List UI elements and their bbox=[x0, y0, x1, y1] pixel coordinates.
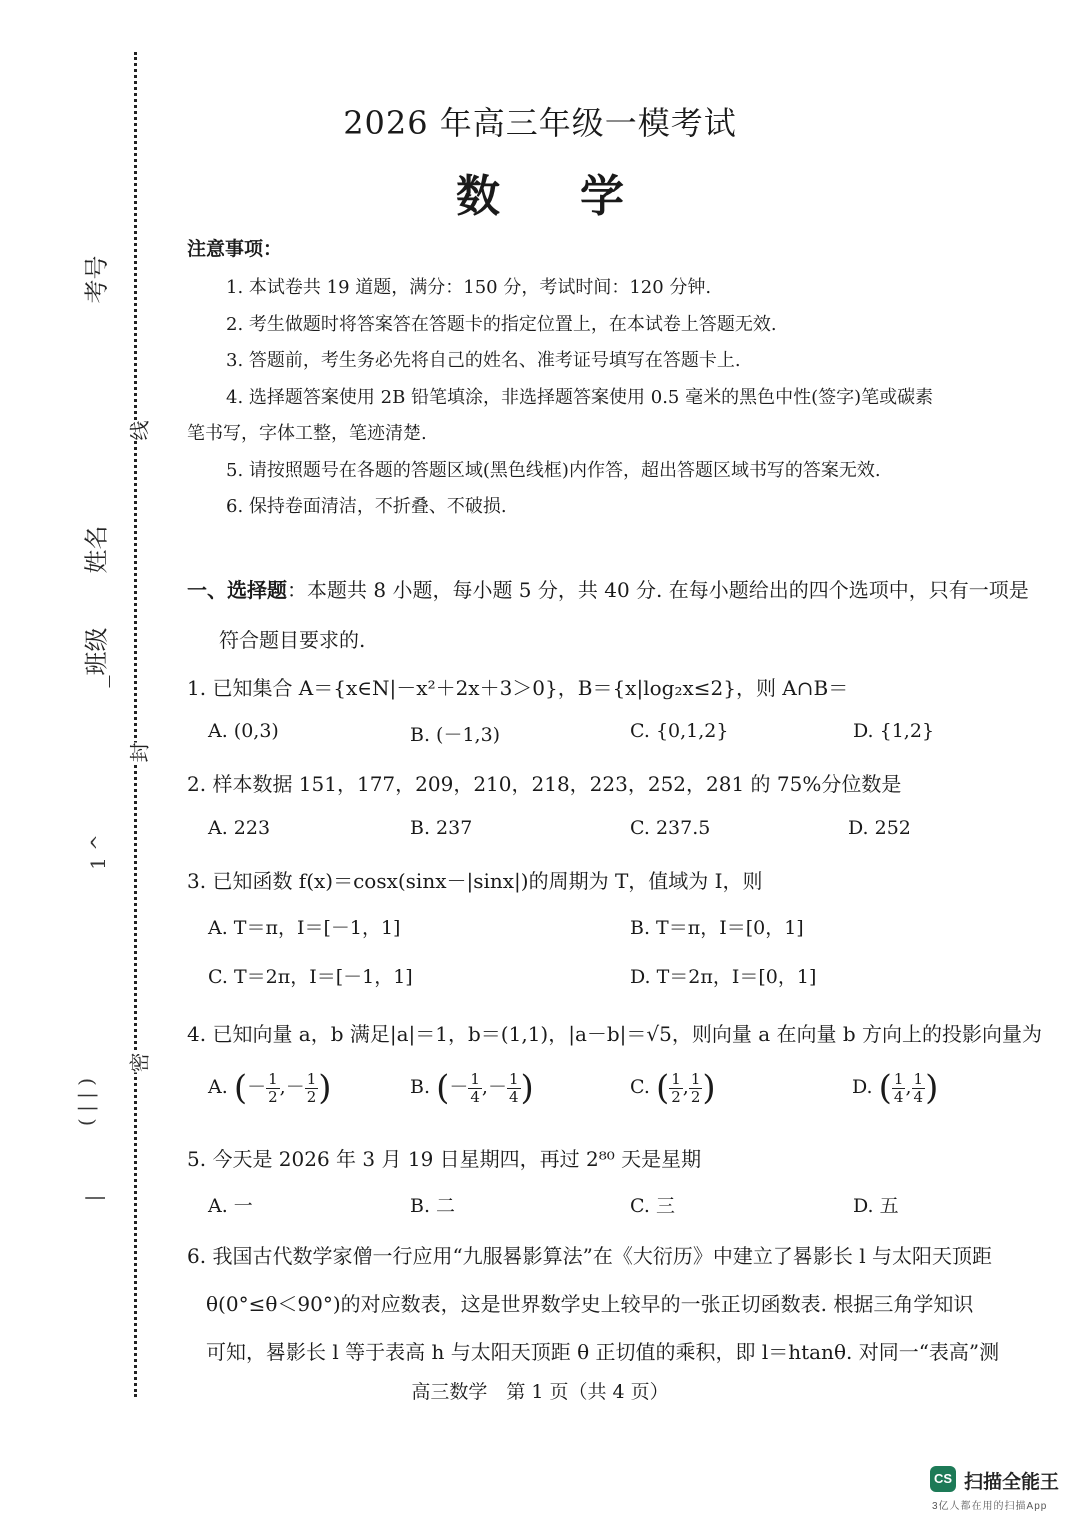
option-d: D. 252 bbox=[848, 817, 911, 839]
notice-heading: 注意事项： bbox=[187, 238, 283, 260]
option-b: B. 二 bbox=[410, 1195, 456, 1217]
fraction: $\frac{1}{2}$ bbox=[671, 1069, 681, 1106]
option-b: B. 237 bbox=[410, 817, 473, 839]
question-stem: 1. 已知集合 A＝{x∈N|－x²＋2x＋3＞0}，B＝{x|log₂x≤2}，则 A∩B＝ bbox=[187, 676, 849, 700]
option-b: B. (－ $\frac{1}{4}$ ,－ $\frac{1}{4}$ ) bbox=[410, 1068, 534, 1108]
fraction: $\frac{1}{4}$ bbox=[913, 1069, 924, 1106]
fraction: $\frac{1}{4}$ bbox=[508, 1069, 519, 1106]
fraction: $\frac{1}{2}$ bbox=[306, 1069, 317, 1106]
subject-char: 学 bbox=[580, 171, 624, 222]
option-d: D. ( $\frac{1}{4}$ , $\frac{1}{4}$ ) bbox=[852, 1068, 939, 1108]
question-stem: 2. 样本数据 151，177，209，210，218，223，252，281 的 75%分位数是 bbox=[187, 772, 902, 796]
seal-char-secret: 密 bbox=[120, 1053, 157, 1073]
question-stem-continued: 可知，晷影长 l 等于表高 h 与太阳天顶距 θ 正切值的乘积，即 l＝htanθ. 对同一“表高”测 bbox=[206, 1340, 1000, 1364]
subject-title bbox=[0, 160, 1080, 224]
section-desc: ：本题共 8 小题，每小题 5 分，共 40 分. 在每小题给出的四个选项中，只有一项是 bbox=[287, 578, 1029, 602]
option-c: C. 237.5 bbox=[630, 817, 711, 839]
notice-item-continued: 笔书写，字体工整，笔迹清楚. bbox=[187, 423, 427, 444]
option-a: A. (－ $\frac{1}{2}$ ,－ $\frac{1}{2}$ ) bbox=[208, 1068, 332, 1108]
watermark-tagline: 3亿人都在用的扫描App bbox=[932, 1501, 1048, 1512]
option-c: C. {0,1,2} bbox=[630, 720, 729, 742]
fraction: $\frac{1}{4}$ bbox=[470, 1069, 480, 1106]
fraction: $\frac{1}{2}$ bbox=[268, 1069, 278, 1106]
fraction: $\frac{1}{2}$ bbox=[690, 1069, 701, 1106]
notice-item: 4. 选择题答案使用 2B 铅笔填涂，非选择题答案使用 0.5 毫米的黑色中性(签字)笔或碳素 bbox=[226, 387, 934, 408]
margin-mark: ( | | ) bbox=[74, 1077, 99, 1127]
option-d: D. T＝2π，I＝[0，1] bbox=[630, 966, 817, 988]
option-b: B. T＝π，I＝[0，1] bbox=[630, 917, 804, 939]
notice-item: 3. 答题前，考生务必先将自己的姓名、准考证号填写在答题卡上. bbox=[226, 350, 741, 371]
exam-title: 2026 年高三年级一模考试 bbox=[343, 104, 737, 142]
option-a: A. 223 bbox=[208, 817, 271, 839]
option-a: A. 一 bbox=[208, 1195, 253, 1217]
option-c: C. T＝2π，I＝[－1，1] bbox=[208, 966, 413, 988]
question-stem: 6. 我国古代数学家僧一行应用“九服晷影算法”在《大衍历》中建立了晷影长 l 与太阳天顶距 bbox=[187, 1244, 992, 1268]
notice-item: 1. 本试卷共 19 道题，满分：150 分，考试时间：120 分钟. bbox=[226, 277, 712, 298]
notice-item: 2. 考生做题时将答案答在答题卡的指定位置上，在本试卷上答题无效. bbox=[226, 314, 777, 335]
option-b: B. (－1,3) bbox=[410, 724, 501, 746]
question-stem: 3. 已知函数 f(x)＝cosx(sinx－|sinx|)的周期为 T，值域为 I，则 bbox=[187, 869, 763, 893]
question-stem: 4. 已知向量 a，b 满足|a|＝1，b＝(1,1)，|a－b|＝√5，则向量 a 在向量 b 方向上的投影向量为 bbox=[187, 1022, 1043, 1046]
seal-char-line: 线 bbox=[120, 421, 157, 441]
exam-number-label: 考号 bbox=[82, 255, 111, 304]
option-d: D. 五 bbox=[853, 1195, 899, 1217]
notice-item: 5. 请按照题号在各题的答题区域(黑色线框)内作答，超出答题区域书写的答案无效. bbox=[226, 460, 881, 481]
section-heading bbox=[187, 574, 1029, 603]
subject-char: 数 bbox=[456, 171, 500, 222]
notice-item: 6. 保持卷面清洁，不折叠、不破损. bbox=[226, 496, 507, 517]
option-a: A. (0,3) bbox=[208, 720, 279, 742]
watermark-name: 扫描全能王 bbox=[964, 1472, 1060, 1493]
class-label: _班级 bbox=[82, 627, 111, 688]
option-d: D. {1,2} bbox=[853, 720, 935, 742]
margin-mark: 1 ^ bbox=[85, 834, 110, 870]
question-stem: 5. 今天是 2026 年 3 月 19 日星期四，再过 2⁸⁰ 天是星期 bbox=[187, 1147, 702, 1171]
section-desc-continued: 符合题目要求的. bbox=[219, 628, 366, 652]
fraction: $\frac{1}{4}$ bbox=[893, 1069, 904, 1106]
option-c: C. ( $\frac{1}{2}$ , $\frac{1}{2}$ ) bbox=[630, 1068, 716, 1108]
camscanner-logo-icon: CS bbox=[930, 1466, 956, 1492]
margin-mark: | bbox=[81, 1194, 106, 1202]
binding-dotted-line bbox=[134, 52, 137, 1397]
option-c: C. 三 bbox=[630, 1195, 675, 1217]
option-a: A. T＝π，I＝[－1，1] bbox=[208, 917, 401, 939]
page-footer: 高三数学 第 1 页（共 4 页） bbox=[411, 1381, 669, 1403]
question-stem-continued: θ(0°≤θ＜90°)的对应数表，这是世界数学史上较早的一张正切函数表. 根据三角学知识 bbox=[206, 1292, 974, 1316]
seal-char-seal: 封 bbox=[120, 743, 157, 763]
section-label: 一、选择题 bbox=[187, 578, 287, 602]
name-label: 姓名 bbox=[82, 525, 111, 574]
